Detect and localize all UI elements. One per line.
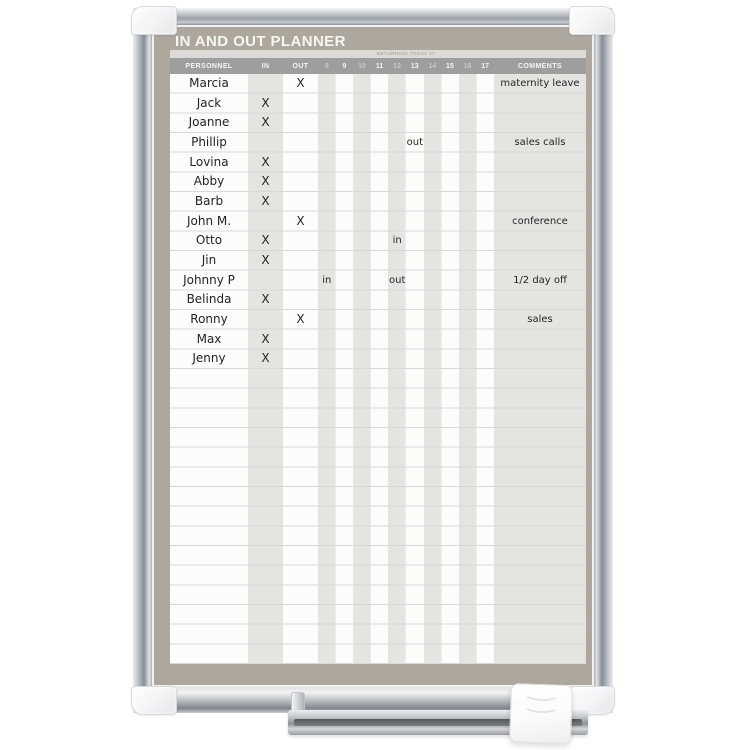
header-hour-15: 15 — [446, 62, 454, 70]
in-mark: X — [261, 115, 270, 130]
header-hour-9: 9 — [342, 62, 347, 70]
header-hour-16: 16 — [463, 62, 472, 70]
table-row — [170, 113, 586, 133]
in-mark: X — [261, 233, 270, 248]
in-mark: X — [261, 331, 270, 346]
personnel-name: Jack — [196, 95, 222, 110]
header-hour-12: 12 — [393, 62, 402, 70]
header-out: OUT — [292, 62, 309, 70]
returning-band — [170, 50, 586, 58]
returning-label: RETURNING TODAY AT — [376, 51, 436, 57]
personnel-name: Ronny — [190, 311, 228, 326]
personnel-name: John M. — [186, 213, 232, 228]
planner-table — [170, 50, 586, 664]
personnel-name: Lovina — [189, 154, 229, 169]
table-row — [170, 231, 586, 251]
personnel-name: Jenny — [192, 351, 226, 366]
in-mark: X — [261, 154, 270, 169]
frame-rail-left — [133, 8, 152, 713]
whiteboard — [133, 8, 613, 713]
in-mark: X — [261, 252, 270, 267]
header-hour-17: 17 — [481, 62, 490, 70]
table-row — [170, 290, 586, 310]
corner-cap-bottom-left — [131, 686, 177, 715]
personnel-name: Otto — [195, 233, 223, 248]
table-row — [170, 349, 586, 369]
comment: maternity leave — [500, 78, 580, 89]
personnel-name: Abby — [193, 174, 225, 189]
personnel-name: Barb — [194, 193, 224, 208]
personnel-name: Marcia — [189, 76, 229, 90]
header-in: IN — [261, 62, 270, 70]
table-row — [170, 251, 586, 271]
corner-cap-top-left — [131, 6, 177, 35]
table-row — [170, 133, 586, 153]
personnel-name: Phillip — [191, 134, 227, 149]
personnel-name: Joanne — [188, 115, 230, 130]
personnel-name: Belinda — [186, 292, 232, 307]
header-comments: COMMENTS — [517, 62, 562, 70]
table-row — [170, 192, 586, 212]
table-row — [170, 74, 586, 94]
eraser-grip-line — [523, 698, 559, 713]
in-mark: X — [261, 193, 270, 208]
comment: sales — [527, 313, 553, 325]
out-mark: X — [296, 213, 305, 228]
hour-mark: in — [392, 235, 402, 247]
header-hour-14: 14 — [428, 62, 437, 70]
personnel-name: Jin — [201, 252, 217, 267]
frame-rail-top — [133, 8, 613, 25]
comment: 1/2 day off — [513, 274, 567, 286]
header-hour-13: 13 — [410, 62, 419, 70]
header-hour-8: 8 — [324, 62, 329, 70]
in-mark: X — [261, 292, 270, 307]
planner-print-area — [152, 25, 594, 687]
table-row — [170, 330, 586, 350]
table-row — [170, 271, 586, 291]
hour-mark: in — [322, 274, 332, 286]
header-hour-10: 10 — [358, 62, 366, 70]
table-row — [170, 310, 586, 330]
planner-grid — [170, 74, 586, 664]
in-mark: X — [261, 351, 270, 366]
eraser — [509, 683, 573, 744]
comment: sales calls — [514, 136, 566, 148]
comment: conference — [512, 215, 568, 227]
header-personnel: PERSONNEL — [185, 62, 233, 70]
in-mark: X — [261, 174, 270, 189]
corner-cap-top-right — [569, 6, 615, 35]
table-row — [170, 94, 586, 114]
table-row — [170, 172, 586, 192]
personnel-name: Johnny P — [183, 272, 235, 287]
hour-mark: out — [406, 136, 423, 148]
table-row — [170, 153, 586, 173]
out-mark: X — [296, 76, 305, 90]
in-mark: X — [261, 95, 270, 110]
table-row — [170, 212, 586, 232]
out-mark: X — [296, 311, 305, 326]
personnel-name: Max — [196, 331, 222, 346]
board-title: IN AND OUT PLANNER — [175, 33, 346, 50]
table-header — [170, 58, 586, 74]
frame-rail-right — [594, 8, 613, 713]
hour-mark: out — [389, 274, 406, 286]
header-hour-11: 11 — [375, 62, 384, 70]
